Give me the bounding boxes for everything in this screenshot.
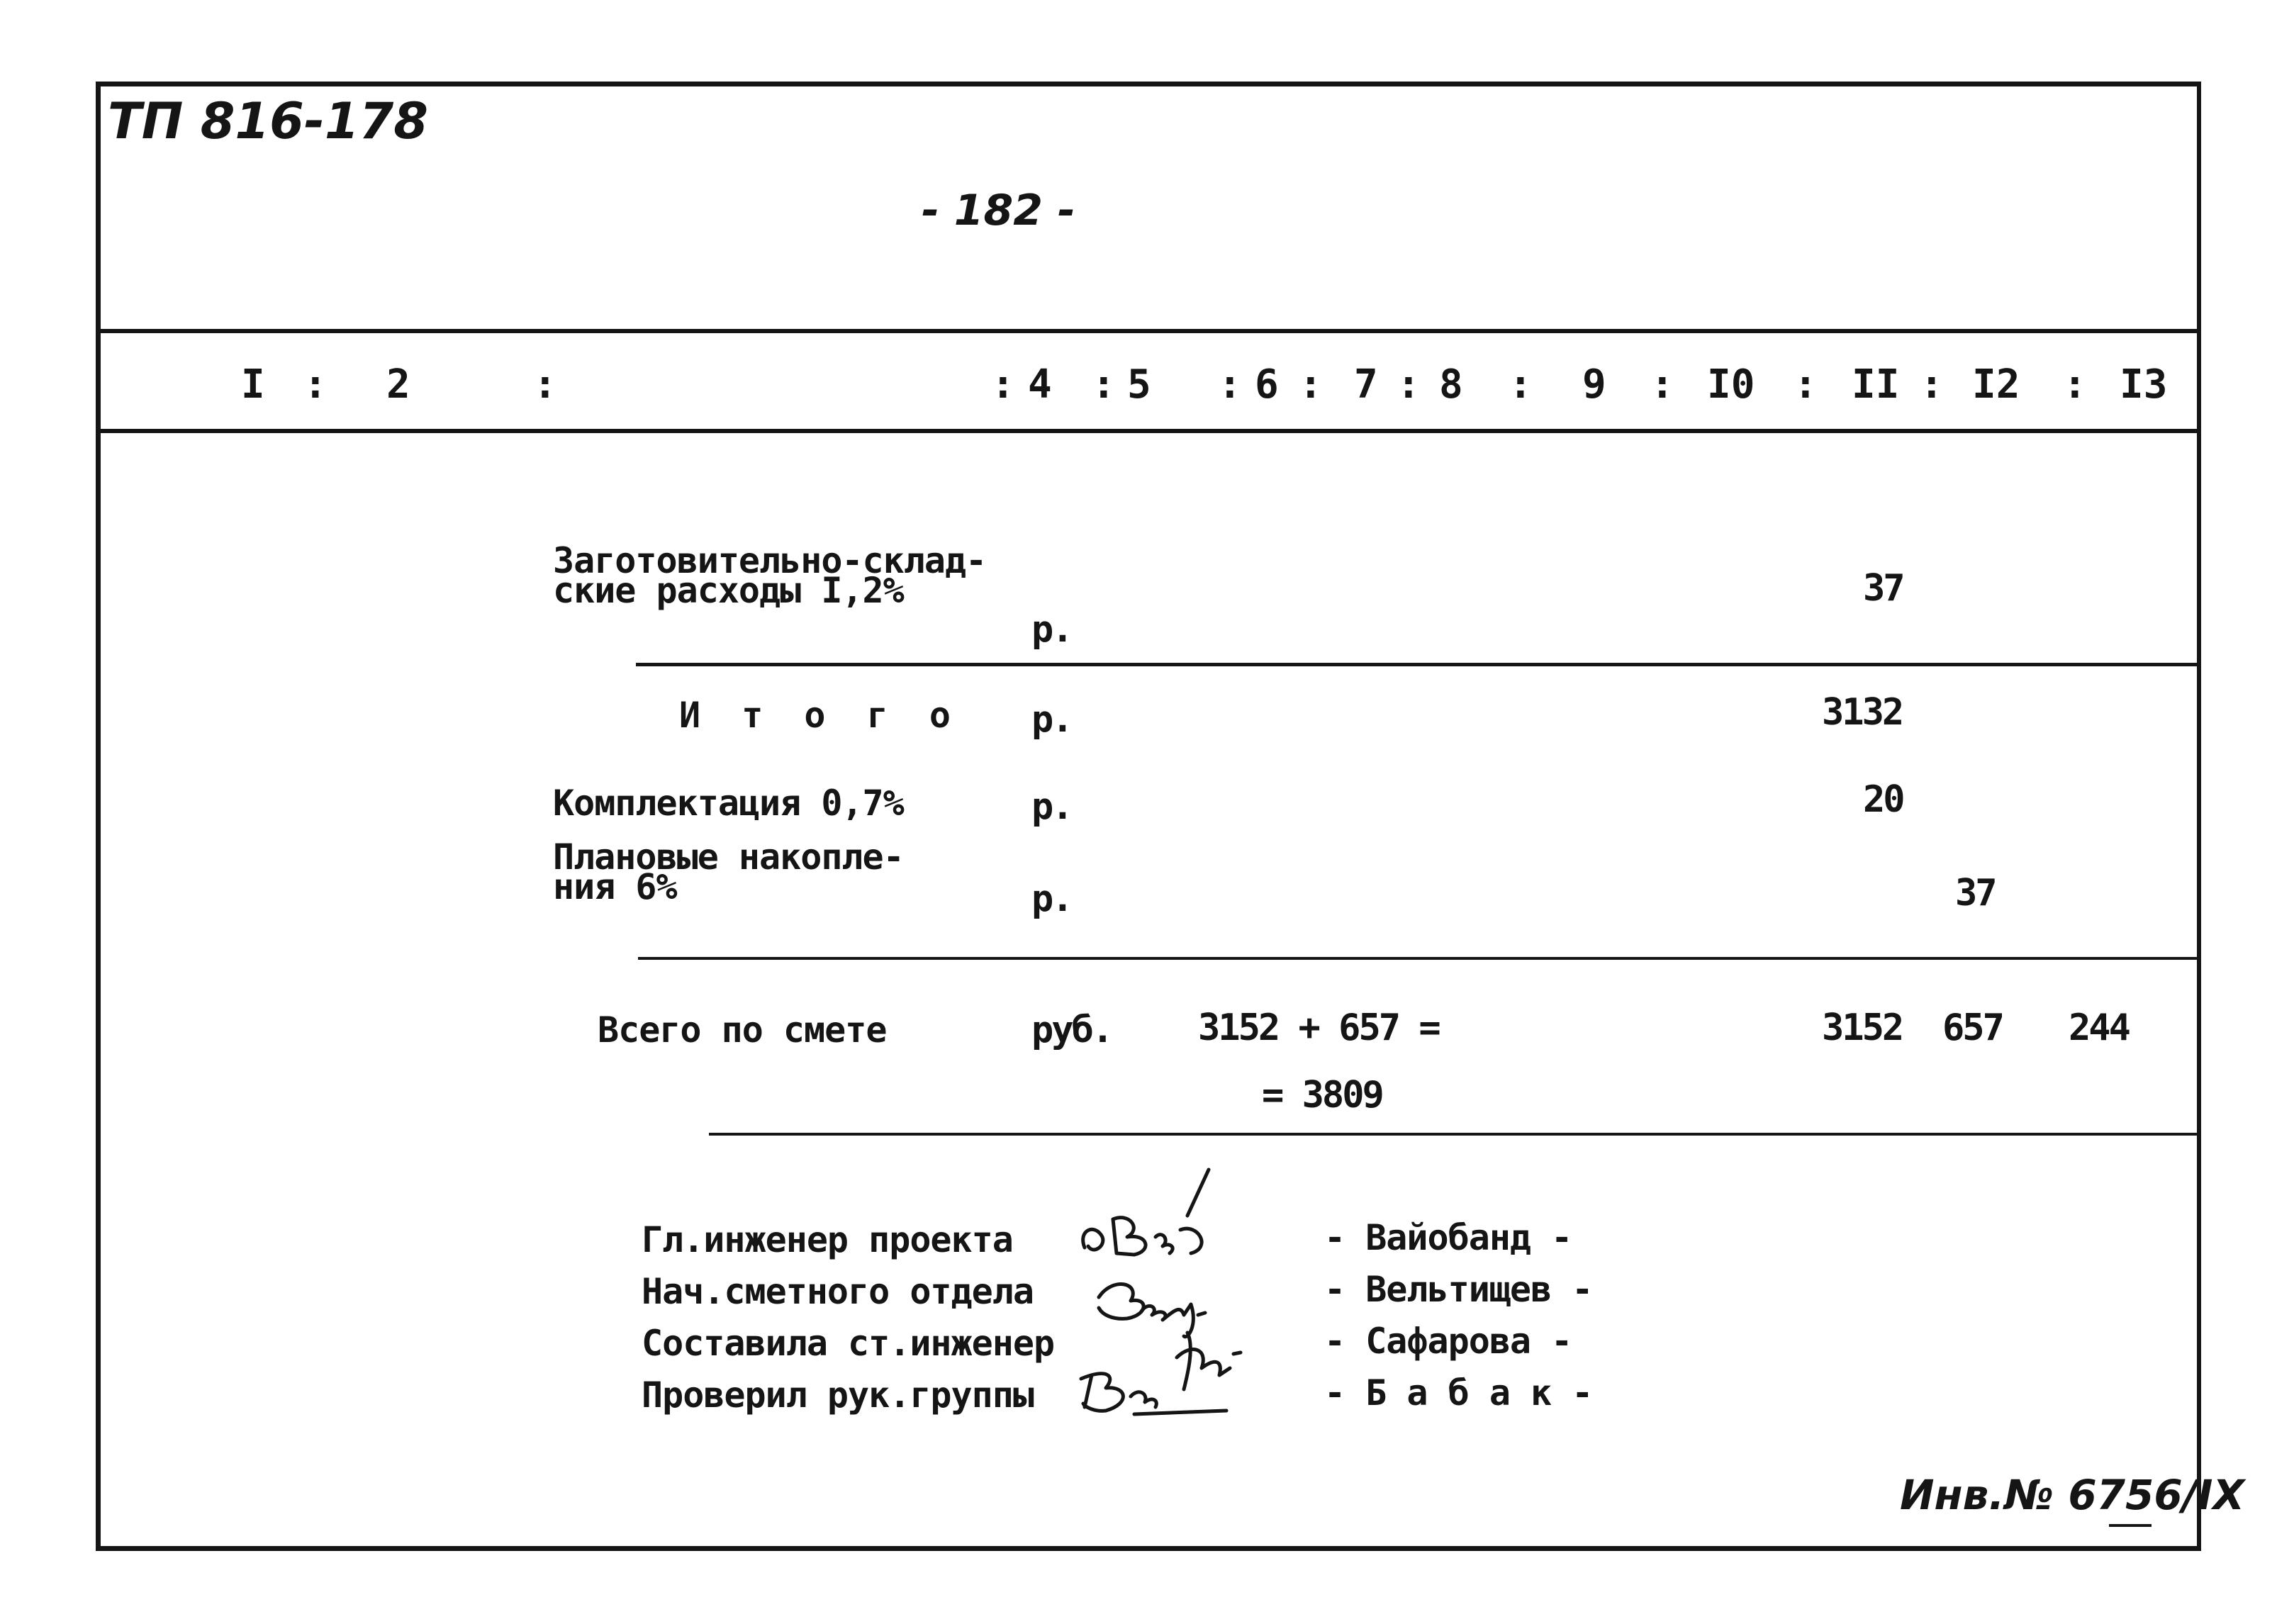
col-10: I0	[1707, 362, 1755, 408]
signature-name: - Б а б а к -	[1324, 1372, 1593, 1413]
col-4: 4	[1028, 362, 1052, 408]
signature-mark	[1177, 1333, 1241, 1389]
col-12: I2	[1972, 362, 2020, 408]
row-unit: р.	[1031, 785, 1072, 828]
col-sep: :	[1509, 362, 1533, 408]
subtotal-rule	[636, 663, 2198, 666]
row-label-line: Заготовительно-склад-	[553, 540, 987, 581]
grand-total-label: Всего по смете	[598, 1009, 887, 1051]
signature-role: Составила ст.инженер	[642, 1323, 1055, 1364]
col-11: II	[1852, 362, 1900, 408]
total-rule	[638, 957, 2198, 960]
col-sep: :	[1397, 362, 1421, 408]
signature-name: - Вельтищев -	[1324, 1269, 1593, 1310]
page-number: - 182 -	[922, 186, 1075, 235]
row-value-col12: 37	[1955, 872, 1996, 914]
col-9: 9	[1582, 362, 1606, 408]
signature-role: Гл.инженер проекта	[642, 1219, 1013, 1260]
grand-total-unit: руб.	[1031, 1009, 1112, 1051]
signature-name: - Вайобанд -	[1324, 1217, 1572, 1258]
document-code: ТП 816-178	[108, 92, 428, 150]
header-divider	[99, 329, 2198, 333]
row-label-completion: Комплектация 0,7%	[553, 783, 904, 824]
col-sep: :	[2063, 362, 2087, 408]
signature-role: Нач.сметного отдела	[642, 1271, 1034, 1312]
col-1: I	[241, 362, 265, 408]
row-unit: р.	[1031, 698, 1072, 741]
row-label-subtotal: И т о г о	[679, 695, 961, 736]
row-label-planned-savings	[553, 836, 904, 907]
col-sep: :	[533, 362, 557, 408]
row-label-line: ния 6%	[553, 866, 677, 907]
col-sep: :	[1794, 362, 1818, 408]
row-label-line: Плановые накопле-	[553, 836, 904, 878]
grand-total-col13: 244	[2069, 1007, 2129, 1049]
col-sep: :	[1092, 362, 1116, 408]
signature-mark	[1081, 1374, 1226, 1414]
signature-mark	[1099, 1284, 1205, 1336]
grand-total-result: = 3809	[1262, 1074, 1382, 1116]
handwritten-signatures	[1063, 1163, 1319, 1432]
row-value-col11: 3132	[1822, 691, 1903, 734]
col-sep: :	[303, 362, 328, 408]
row-unit: р.	[1031, 608, 1072, 651]
row-label-line: ские расходы I,2%	[553, 570, 904, 611]
col-sep: :	[1920, 362, 1944, 408]
col-sep: :	[991, 362, 1015, 408]
signature-role: Проверил рук.группы	[642, 1374, 1034, 1416]
col-7: 7	[1354, 362, 1378, 408]
row-unit: р.	[1031, 878, 1072, 920]
grand-total-col12: 657	[1942, 1007, 2003, 1049]
col-13: I3	[2120, 362, 2168, 408]
inventory-number: Инв.№ 6756/IX	[1900, 1471, 2245, 1519]
inventory-underline	[2109, 1524, 2152, 1527]
bottom-rule	[709, 1133, 2198, 1136]
grand-total-col11: 3152	[1822, 1007, 1903, 1049]
signature-mark	[1083, 1170, 1209, 1255]
col-2: 2	[386, 362, 410, 408]
col-8: 8	[1439, 362, 1463, 408]
row-value-col11: 37	[1863, 567, 1903, 610]
col-5: 5	[1127, 362, 1151, 408]
col-sep: :	[1650, 362, 1674, 408]
signature-name: - Сафарова -	[1324, 1321, 1572, 1362]
col-sep: :	[1299, 362, 1323, 408]
col-sep: :	[1218, 362, 1242, 408]
row-value-col11: 20	[1863, 778, 1903, 821]
column-header-divider	[99, 429, 2198, 433]
row-label-procurement	[553, 540, 987, 611]
grand-total-formula: 3152 + 657 =	[1198, 1007, 1439, 1049]
col-6: 6	[1255, 362, 1279, 408]
